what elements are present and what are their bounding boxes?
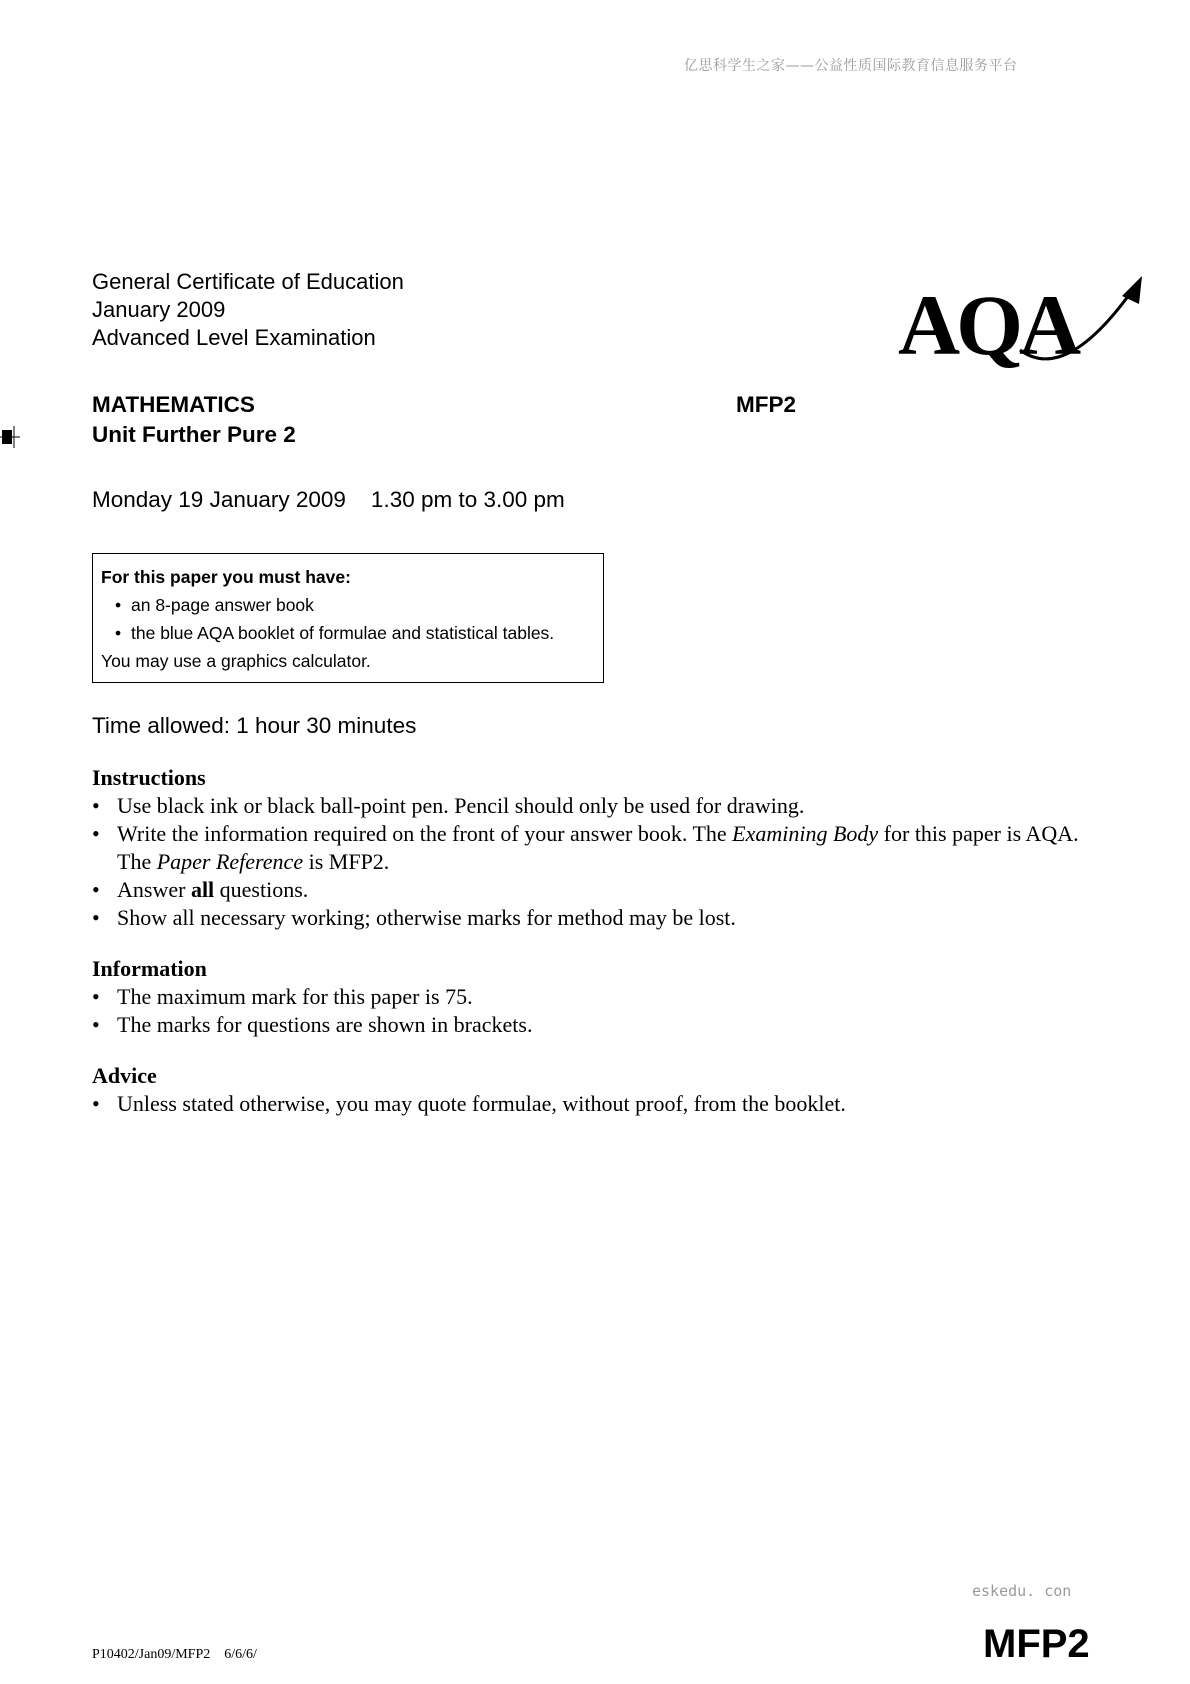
instruction-emphasis: all	[190, 877, 215, 902]
requirement-item: • an 8-page answer book	[101, 591, 595, 619]
subject-block	[92, 390, 296, 450]
time-allowed: Time allowed: 1 hour 30 minutes	[92, 713, 417, 738]
requirements-title: For this paper you must have:	[101, 567, 351, 587]
header-line-certificate: General Certificate of Education	[92, 269, 404, 294]
instruction-text: for this paper is AQA. The	[117, 821, 1079, 874]
watermark-bottom: eskedu. con	[972, 1582, 1072, 1600]
footer-reference: P10402/Jan09/MFP2 6/6/6/	[92, 1647, 257, 1662]
instruction-item: • Use black ink or black ball-point pen. Pencil should only be used for drawing.	[92, 792, 1102, 820]
instruction-text: Answer	[117, 877, 191, 902]
aqa-logo-text: AQA	[898, 277, 1078, 372]
header-block	[92, 268, 404, 352]
exam-date-time: Monday 19 January 2009 1.30 pm to 3.00 pm	[92, 487, 565, 512]
requirements-box	[92, 553, 604, 683]
paper-code: MFP2	[736, 392, 797, 417]
instructions-section	[92, 764, 1102, 932]
advice-section	[92, 1062, 1102, 1118]
instruction-text: is MFP2.	[303, 849, 390, 874]
watermark-top: 亿思科学生之家——公益性质国际教育信息服务平台	[684, 58, 1018, 74]
instruction-item	[92, 876, 1102, 904]
aqa-logo	[898, 272, 1154, 372]
instruction-item	[92, 820, 1102, 876]
unit-title: Unit Further Pure 2	[92, 422, 296, 447]
instructions-list	[92, 792, 1102, 932]
advice-item: • Unless stated otherwise, you may quote formulae, without proof, from the booklet.	[92, 1090, 1102, 1118]
instruction-text: questions.	[214, 877, 309, 902]
information-item: • The maximum mark for this paper is 75.	[92, 983, 1102, 1011]
registration-mark-icon	[0, 426, 20, 448]
information-item: • The marks for questions are shown in brackets.	[92, 1011, 1102, 1039]
instruction-emphasis: Examining Body	[732, 821, 879, 846]
subject-title: MATHEMATICS	[92, 392, 255, 417]
header-line-session: January 2009	[92, 297, 226, 322]
instruction-item: • Show all necessary working; otherwise marks for method may be lost.	[92, 904, 1102, 932]
header-line-level: Advanced Level Examination	[92, 325, 376, 350]
requirement-item: • the blue AQA booklet of formulae and statistical tables.	[101, 619, 595, 647]
advice-heading: Advice	[92, 1063, 157, 1088]
footer-paper-code: MFP2	[983, 1622, 1090, 1666]
instructions-heading: Instructions	[92, 765, 206, 790]
information-list	[92, 983, 1102, 1039]
information-heading: Information	[92, 956, 207, 981]
instruction-emphasis: Paper Reference	[156, 849, 304, 874]
information-section	[92, 955, 1102, 1039]
instruction-text: Write the information required on the front of your answer book. The	[117, 821, 733, 846]
calculator-note: You may use a graphics calculator.	[101, 651, 371, 671]
advice-list	[92, 1090, 1102, 1118]
